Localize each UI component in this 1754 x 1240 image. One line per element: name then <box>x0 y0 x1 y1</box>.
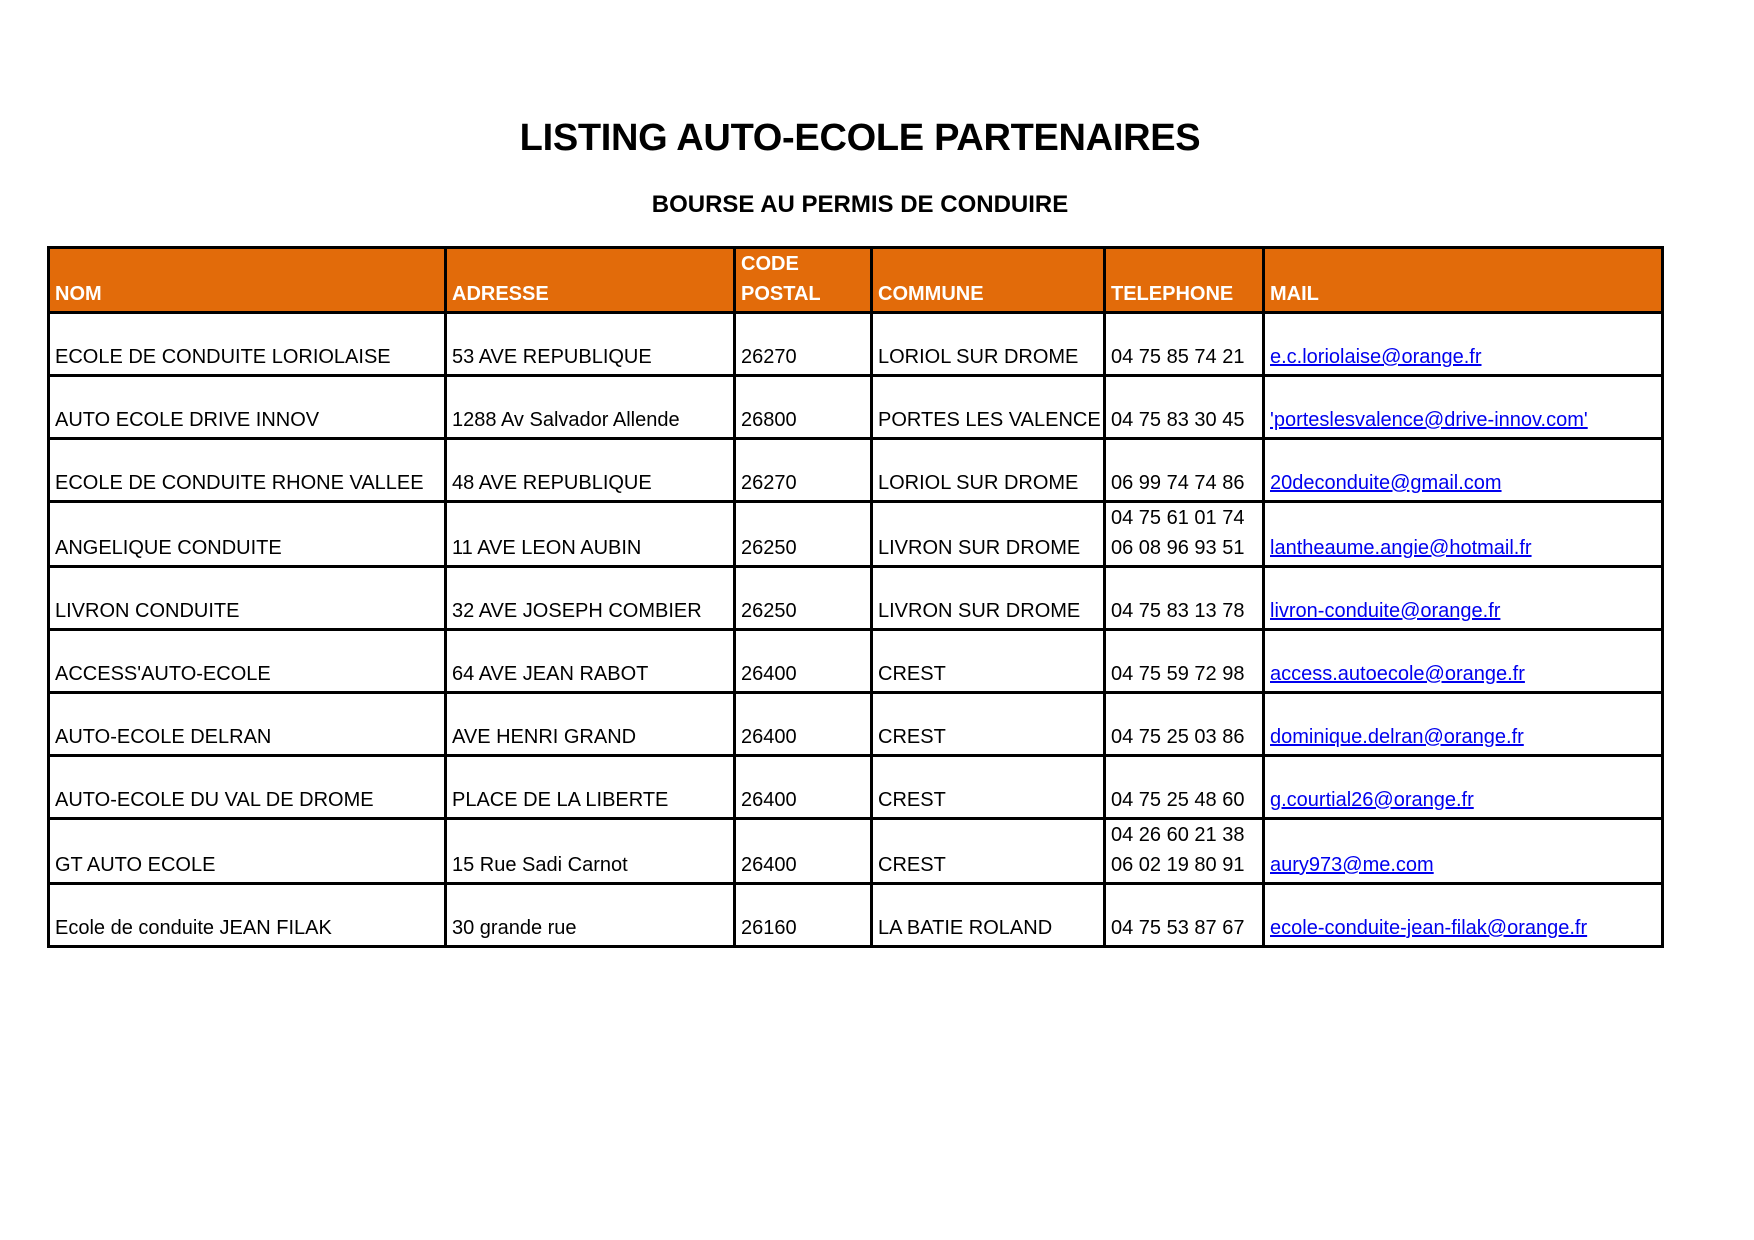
telephone-number: 04 75 61 01 74 <box>1111 507 1245 529</box>
header-adresse: ADRESSE <box>446 248 735 313</box>
mail-link[interactable]: access.autoecole@orange.fr <box>1270 663 1525 685</box>
table-row <box>49 439 1663 502</box>
cell-adresse: 32 AVE JOSEPH COMBIER <box>446 567 735 630</box>
cell-telephone <box>1105 376 1264 439</box>
cell-nom: AUTO-ECOLE DELRAN <box>49 693 446 756</box>
telephone-number: 04 75 85 74 21 <box>1111 346 1245 368</box>
cell-commune: LORIOL SUR DROME <box>872 313 1105 376</box>
mail-link[interactable]: 20deconduite@gmail.com <box>1270 472 1502 494</box>
cell-mail <box>1264 313 1663 376</box>
telephone-number: 04 75 83 13 78 <box>1111 600 1245 622</box>
cell-commune: CREST <box>872 819 1105 884</box>
page-title: LISTING AUTO-ECOLE PARTENAIRES <box>519 117 1201 159</box>
header-nom: NOM <box>49 248 446 313</box>
table-row <box>49 376 1663 439</box>
cell-code-postal: 26400 <box>735 630 872 693</box>
telephone-number: 06 99 74 74 86 <box>1111 472 1245 494</box>
mail-link[interactable]: lantheaume.angie@hotmail.fr <box>1270 537 1532 559</box>
table-row <box>49 313 1663 376</box>
cell-adresse: 15 Rue Sadi Carnot <box>446 819 735 884</box>
cell-adresse: 11 AVE LEON AUBIN <box>446 502 735 567</box>
mail-link[interactable]: aury973@me.com <box>1270 854 1434 876</box>
partners-table <box>47 246 1664 948</box>
table-body <box>49 313 1663 947</box>
cell-nom: AUTO-ECOLE DU VAL DE DROME <box>49 756 446 819</box>
cell-mail <box>1264 819 1663 884</box>
cell-telephone <box>1105 567 1264 630</box>
cell-adresse: 53 AVE REPUBLIQUE <box>446 313 735 376</box>
cell-code-postal: 26400 <box>735 693 872 756</box>
mail-link[interactable]: ecole-conduite-jean-filak@orange.fr <box>1270 917 1588 939</box>
telephone-number: 06 02 19 80 91 <box>1111 854 1245 876</box>
table-row <box>49 756 1663 819</box>
cell-nom: GT AUTO ECOLE <box>49 819 446 884</box>
cell-code-postal: 26270 <box>735 313 872 376</box>
telephone-number: 04 75 25 03 86 <box>1111 726 1245 748</box>
table-header <box>49 248 1663 313</box>
mail-link[interactable]: g.courtial26@orange.fr <box>1270 789 1474 811</box>
cell-adresse: 64 AVE JEAN RABOT <box>446 630 735 693</box>
cell-adresse: 48 AVE REPUBLIQUE <box>446 439 735 502</box>
cell-code-postal: 26250 <box>735 502 872 567</box>
header-code-postal <box>735 248 872 313</box>
cell-code-postal: 26400 <box>735 819 872 884</box>
cell-code-postal: 26250 <box>735 567 872 630</box>
telephone-number: 04 75 83 30 45 <box>1111 409 1245 431</box>
cell-nom: ACCESS'AUTO-ECOLE <box>49 630 446 693</box>
telephone-number: 04 75 25 48 60 <box>1111 789 1245 811</box>
mail-link[interactable]: livron-conduite@orange.fr <box>1270 600 1501 622</box>
telephone-number: 04 26 60 21 38 <box>1111 824 1245 846</box>
table-row <box>49 502 1663 567</box>
cell-code-postal: 26400 <box>735 756 872 819</box>
cell-telephone <box>1105 819 1264 884</box>
cell-code-postal: 26800 <box>735 376 872 439</box>
cell-telephone <box>1105 693 1264 756</box>
cell-commune: PORTES LES VALENCE <box>872 376 1105 439</box>
cell-mail <box>1264 567 1663 630</box>
telephone-number: 06 08 96 93 51 <box>1111 537 1245 559</box>
table-row <box>49 884 1663 947</box>
cell-nom: ANGELIQUE CONDUITE <box>49 502 446 567</box>
table-row <box>49 693 1663 756</box>
cell-adresse: PLACE DE LA LIBERTE <box>446 756 735 819</box>
cell-nom: AUTO ECOLE DRIVE INNOV <box>49 376 446 439</box>
cell-telephone <box>1105 884 1264 947</box>
cell-mail <box>1264 884 1663 947</box>
cell-telephone <box>1105 439 1264 502</box>
cell-mail <box>1264 376 1663 439</box>
cell-commune: LIVRON SUR DROME <box>872 567 1105 630</box>
cell-nom: Ecole de conduite JEAN FILAK <box>49 884 446 947</box>
cell-commune: CREST <box>872 693 1105 756</box>
cell-commune: CREST <box>872 630 1105 693</box>
cell-code-postal: 26160 <box>735 884 872 947</box>
cell-telephone <box>1105 502 1264 567</box>
cell-commune: LIVRON SUR DROME <box>872 502 1105 567</box>
cell-mail <box>1264 630 1663 693</box>
cell-nom: LIVRON CONDUITE <box>49 567 446 630</box>
cell-code-postal: 26270 <box>735 439 872 502</box>
cell-telephone <box>1105 313 1264 376</box>
page-subtitle: BOURSE AU PERMIS DE CONDUIRE <box>651 191 1069 218</box>
cell-adresse: AVE HENRI GRAND <box>446 693 735 756</box>
cell-telephone <box>1105 756 1264 819</box>
cell-nom: ECOLE DE CONDUITE LORIOLAISE <box>49 313 446 376</box>
table-row <box>49 567 1663 630</box>
mail-link[interactable]: e.c.loriolaise@orange.fr <box>1270 346 1482 368</box>
mail-link[interactable]: 'porteslesvalence@drive-innov.com' <box>1270 409 1588 431</box>
cell-commune: LA BATIE ROLAND <box>872 884 1105 947</box>
cell-commune: LORIOL SUR DROME <box>872 439 1105 502</box>
cell-mail <box>1264 502 1663 567</box>
cell-telephone <box>1105 630 1264 693</box>
cell-mail <box>1264 439 1663 502</box>
header-mail: MAIL <box>1264 248 1663 313</box>
telephone-number: 04 75 53 87 67 <box>1111 917 1245 939</box>
header-code-postal-line2: POSTAL <box>741 283 821 305</box>
telephone-number: 04 75 59 72 98 <box>1111 663 1245 685</box>
table-row <box>49 819 1663 884</box>
cell-nom: ECOLE DE CONDUITE RHONE VALLEE <box>49 439 446 502</box>
cell-mail <box>1264 756 1663 819</box>
header-row <box>49 248 1663 313</box>
cell-mail <box>1264 693 1663 756</box>
cell-commune: CREST <box>872 756 1105 819</box>
table-row <box>49 630 1663 693</box>
cell-adresse: 30 grande rue <box>446 884 735 947</box>
mail-link[interactable]: dominique.delran@orange.fr <box>1270 726 1524 748</box>
header-commune: COMMUNE <box>872 248 1105 313</box>
header-telephone: TELEPHONE <box>1105 248 1264 313</box>
cell-adresse: 1288 Av Salvador Allende <box>446 376 735 439</box>
header-code-postal-line1: CODE <box>741 253 799 275</box>
